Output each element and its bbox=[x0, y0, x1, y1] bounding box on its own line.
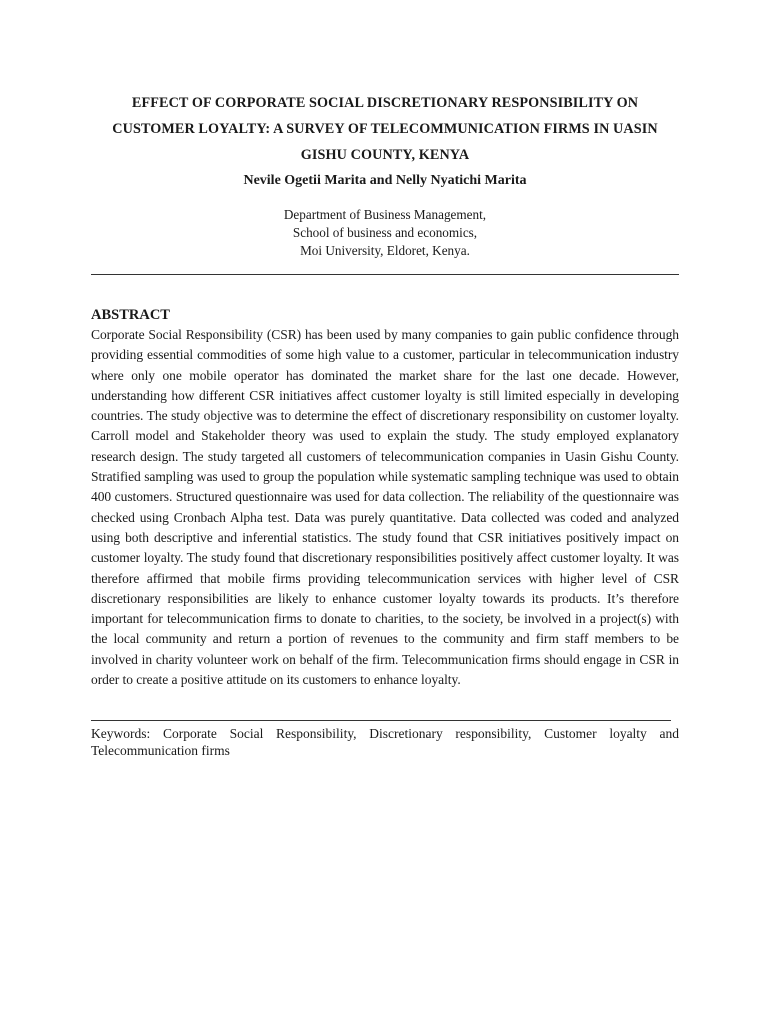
affiliation-school: School of business and economics, bbox=[292, 225, 478, 240]
title-line-3: GISHU COUNTY, KENYA bbox=[300, 147, 470, 163]
affiliation-university: Moi University, Eldoret, Kenya. bbox=[300, 243, 470, 258]
paper-title bbox=[91, 90, 679, 168]
affiliation bbox=[91, 206, 679, 260]
title-line-1: EFFECT OF CORPORATE SOCIAL DISCRETIONARY RESPONSIBILITY ON bbox=[131, 95, 639, 111]
paper-first-page bbox=[91, 90, 679, 759]
affiliation-department: Department of Business Management, bbox=[283, 207, 487, 222]
header-divider bbox=[91, 274, 679, 275]
abstract-body: Corporate Social Responsibility (CSR) has been used by many companies to gain public confidence through providing essential commodities of some high value to a customer, particular in telecommunication industry where only one mobile operator has dominated the market share for the last one decade. However, understanding how different CSR initiatives affect customer loyalty is still limited especially in developing countries. The study objective was to determine the effect of discretionary responsibility on customer loyalty. Carroll model and Stakeholder theory was used to explain the study. The study employed explanatory research design. The study targeted all customers of telecommunication companies in Uasin Gishu County. Stratified sampling was used to group the population while systematic sampling technique was used to obtain 400 customers. Structured questionnaire was used for data collection. The reliability of the questionnaire was checked using Cronbach Alpha test. Data was purely quantitative. Data collected was coded and analyzed using both descriptive and inferential statistics. The study found that CSR initiatives positively impact on customer loyalty. The study found that discretionary responsibilities positively affect customer loyalty. It was therefore affirmed that mobile firms providing telecommunication services with higher level of CSR discretionary responsibilities are likely to enhance customer loyalty towards its products. It’s therefore important for telecommunication firms to donate to charities, to the society, be involved in a project(s) with the local community and return a portion of revenues to the community and firm staff members to be involved in charity volunteer work on behalf of the firm. Telecommunication firms should engage in CSR in order to create a positive attitude on its customers to enhance loyalty. bbox=[91, 327, 679, 688]
abstract-heading: ABSTRACT bbox=[91, 307, 170, 323]
author-names: Nevile Ogetii Marita and Nelly Nyatichi Marita bbox=[243, 173, 527, 188]
title-line-2: CUSTOMER LOYALTY: A SURVEY OF TELECOMMUNICATION FIRMS IN UASIN bbox=[112, 121, 658, 137]
keywords: Keywords: Corporate Social Responsibility, Discretionary responsibility, Customer loyalty and Telecommunication firms bbox=[91, 726, 679, 759]
keywords-divider bbox=[91, 720, 671, 721]
